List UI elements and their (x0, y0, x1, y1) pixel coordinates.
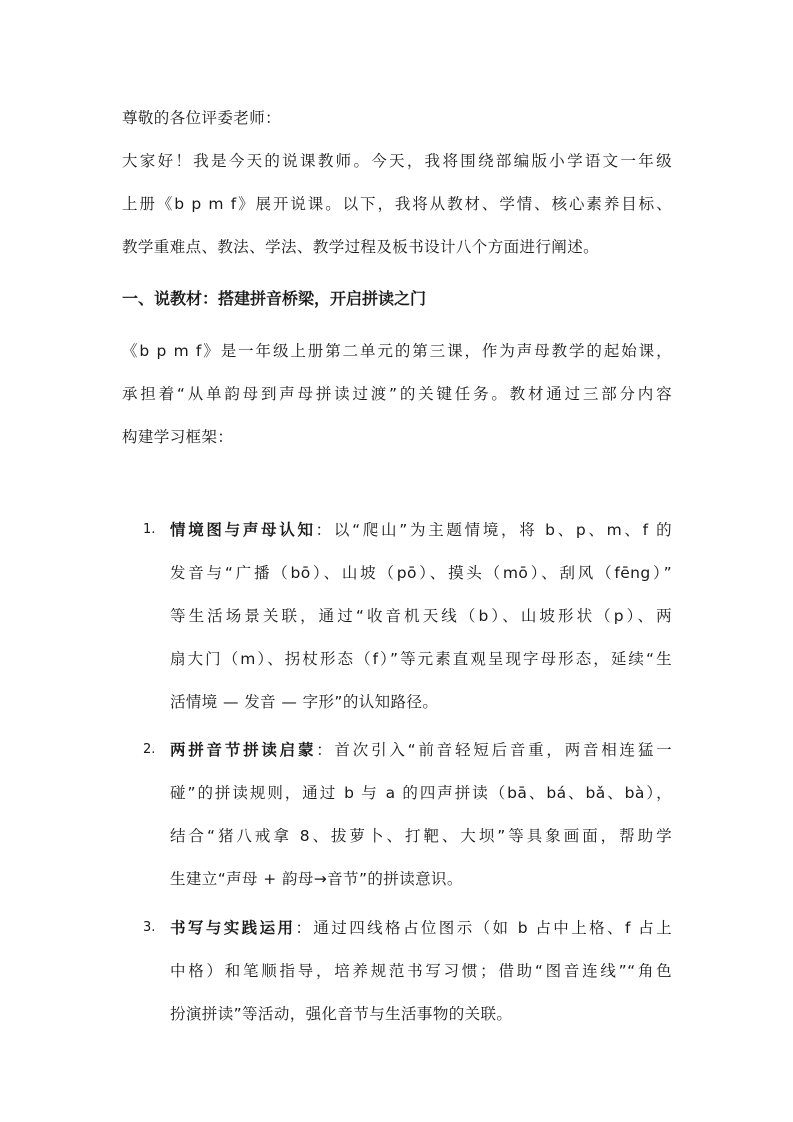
section-1-para-line-3: 构建学习框架： (122, 428, 234, 446)
list-item-line: 扮演拼读”等活动，强化音节与生活事物的关联。 (170, 1005, 513, 1023)
list-item-line: 扇大门（m）、拐杖形态（f）”等元素直观呈现字母形态，延续“生 (170, 650, 672, 668)
list-item-line: 发音与“广播（bō）、山坡（pō）、摸头（mō）、刮风（fēng）” (170, 564, 672, 582)
list-item-first-line (170, 916, 672, 938)
list-item-first-line (170, 738, 672, 760)
list-item-number: 2. (143, 742, 156, 757)
list-item-first-line (170, 518, 672, 540)
list-item-label: 书写与实践运用 (170, 919, 296, 937)
list-item-line: 生建立“声母 + 韵母→音节”的拼读意识。 (170, 870, 463, 888)
list-item-label: 情境图与声母认知 (170, 521, 316, 539)
list-item-number: 1. (143, 522, 156, 537)
list-item-label: 两拼音节拼读启蒙 (170, 741, 317, 759)
list-item-text: ：通过四线格占位图示（如 b 占中上格、f 占上 (295, 919, 672, 937)
list-item-text: ：以“爬山”为主题情境，将 b、p、m、f 的 (315, 521, 672, 539)
greeting-line: 尊敬的各位评委老师： (122, 109, 282, 127)
list-item-line: 中格）和笔顺指导，培养规范书写习惯；借助“图音连线”“角色 (170, 962, 672, 980)
list-item-line: 活情境 — 发音 — 字形”的认知路径。 (170, 693, 439, 711)
list-item-line: 碰”的拼读规则，通过 b 与 a 的四声拼读（bā、bá、bǎ、bà）， (170, 784, 672, 802)
list-item-line: 等生活场景关联，通过“收音机天线（b）、山坡形状（p）、两 (170, 607, 672, 625)
list-item-number: 3. (143, 920, 156, 935)
intro-line-1: 大家好！我是今天的说课教师。今天，我将围绕部编版小学语文一年级 (122, 152, 672, 170)
intro-line-3: 教学重难点、教法、学法、教学过程及板书设计八个方面进行阐述。 (122, 238, 600, 256)
section-1-heading: 一、说教材：搭建拼音桥梁，开启拼读之门 (122, 289, 427, 308)
list-item-line: 结合“猪八戒拿 8、拔萝卜、打靶、大坝”等具象画面，帮助学 (170, 827, 672, 845)
section-1-para-line-2: 承担着“从单韵母到声母拼读过渡”的关键任务。教材通过三部分内容 (122, 385, 672, 403)
section-1-para-line-1: 《b p m f》是一年级上册第二单元的第三课，作为声母教学的起始课， (122, 342, 672, 360)
list-item-text: ：首次引入“前音轻短后音重，两音相连猛一 (316, 741, 672, 759)
intro-line-2: 上册《b p m f》展开说课。以下，我将从教材、学情、核心素养目标、 (122, 195, 672, 213)
